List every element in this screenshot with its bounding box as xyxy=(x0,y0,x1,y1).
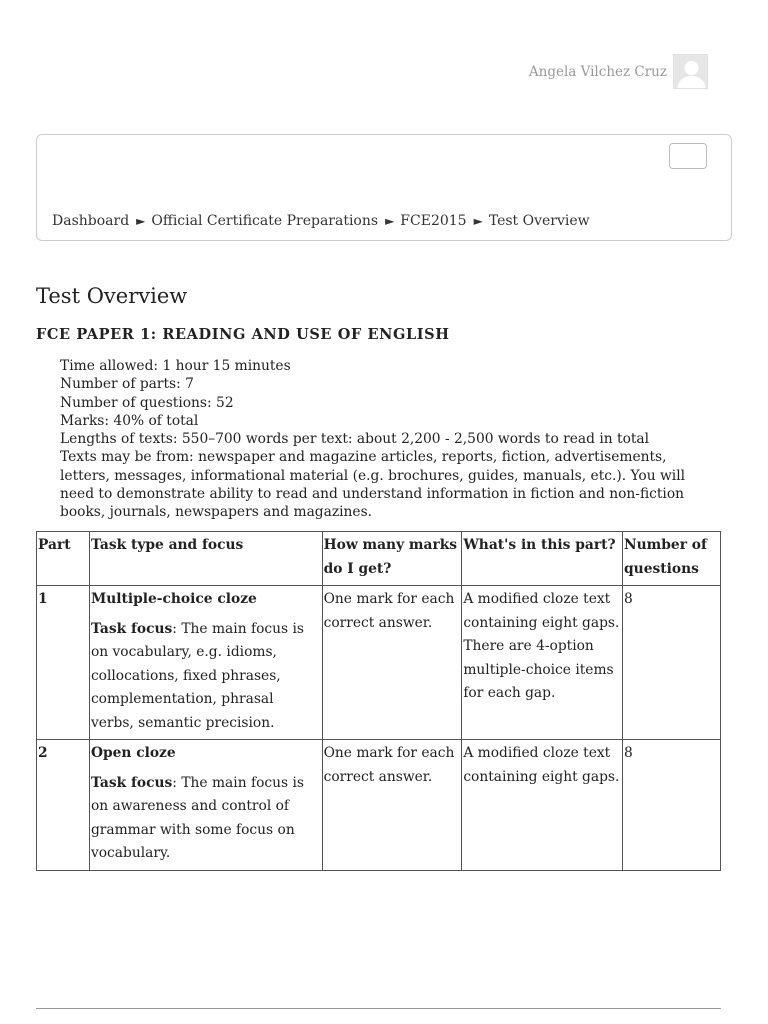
user-silhouette-icon xyxy=(674,55,708,89)
breadcrumb-item-current: Test Overview xyxy=(488,213,590,229)
breadcrumb-item-fce2015[interactable]: FCE2015 xyxy=(400,213,467,229)
focus-text: : The main focus is on vocabulary, e.g. idioms, collocations, fixed phrases, complementation, phrasal verbs, semantic precision. xyxy=(90,620,304,731)
navbar xyxy=(36,134,732,241)
focus-label: Task focus xyxy=(90,620,173,637)
avatar[interactable] xyxy=(673,54,708,89)
cell-task xyxy=(89,586,322,740)
table-header-row xyxy=(37,532,721,586)
focus-label: Task focus xyxy=(90,774,173,791)
breadcrumb xyxy=(52,213,590,229)
cell-part: 1 xyxy=(37,586,90,740)
info-parts: Number of parts: 7 xyxy=(60,376,194,393)
header-marks: How many marks do I get? xyxy=(322,532,462,586)
info-lengths: Lengths of texts: 550–700 words per text: about 2,200 - 2,500 words to read in total xyxy=(60,431,650,448)
breadcrumb-separator-icon: ► xyxy=(136,214,146,228)
task-title: Open cloze xyxy=(90,745,176,761)
page-title: Test Overview xyxy=(36,284,188,308)
table-row xyxy=(37,740,721,871)
breadcrumb-item-dashboard[interactable]: Dashboard xyxy=(52,213,130,229)
cell-task xyxy=(89,740,322,871)
footer-divider xyxy=(36,1008,721,1009)
header-task-type: Task type and focus xyxy=(89,532,322,586)
table-row xyxy=(37,586,721,740)
cell-questions: 8 xyxy=(623,740,721,871)
user-menu[interactable] xyxy=(529,54,708,89)
breadcrumb-item-certificate-preparations[interactable]: Official Certificate Preparations xyxy=(151,213,379,229)
cell-content: A modified cloze text containing eight gaps. There are 4-option multiple-choice items for each gap. xyxy=(462,586,623,740)
info-questions: Number of questions: 52 xyxy=(60,394,234,411)
cell-part: 2 xyxy=(37,740,90,871)
paper-info xyxy=(60,357,716,522)
cell-questions: 8 xyxy=(623,586,721,740)
task-focus xyxy=(91,618,321,736)
cell-marks: One mark for each correct answer. xyxy=(322,586,462,740)
nav-toggle-button[interactable] xyxy=(669,143,707,169)
task-title: Multiple-choice cloze xyxy=(90,591,257,607)
breadcrumb-separator-icon: ► xyxy=(473,214,483,228)
focus-text: : The main focus is on awareness and control of grammar with some focus on vocabulary. xyxy=(90,774,304,861)
parts-table xyxy=(36,531,721,871)
cell-marks: One mark for each correct answer. xyxy=(322,740,462,871)
breadcrumb-separator-icon: ► xyxy=(385,214,395,228)
info-time: Time allowed: 1 hour 15 minutes xyxy=(60,358,291,374)
user-name[interactable]: Angela Vilchez Cruz xyxy=(528,63,667,80)
cell-content: A modified cloze text containing eight gaps. xyxy=(462,740,623,871)
header-part: Part xyxy=(37,532,90,586)
header-content: What's in this part? xyxy=(462,532,623,586)
header-questions: Number of questions xyxy=(623,532,721,586)
info-texts: Texts may be from: newspaper and magazine articles, reports, fiction, advertisements, letters, messages, informational material (e.g. brochures, guides, manuals, etc.). You will need to demonstrate ability to read and understand information in fiction and non-fiction books, journals, newspapers and magazines. xyxy=(60,449,686,521)
task-focus xyxy=(91,772,321,866)
info-marks: Marks: 40% of total xyxy=(60,412,199,429)
paper-heading: FCE PAPER 1: READING AND USE OF ENGLISH xyxy=(36,326,450,343)
